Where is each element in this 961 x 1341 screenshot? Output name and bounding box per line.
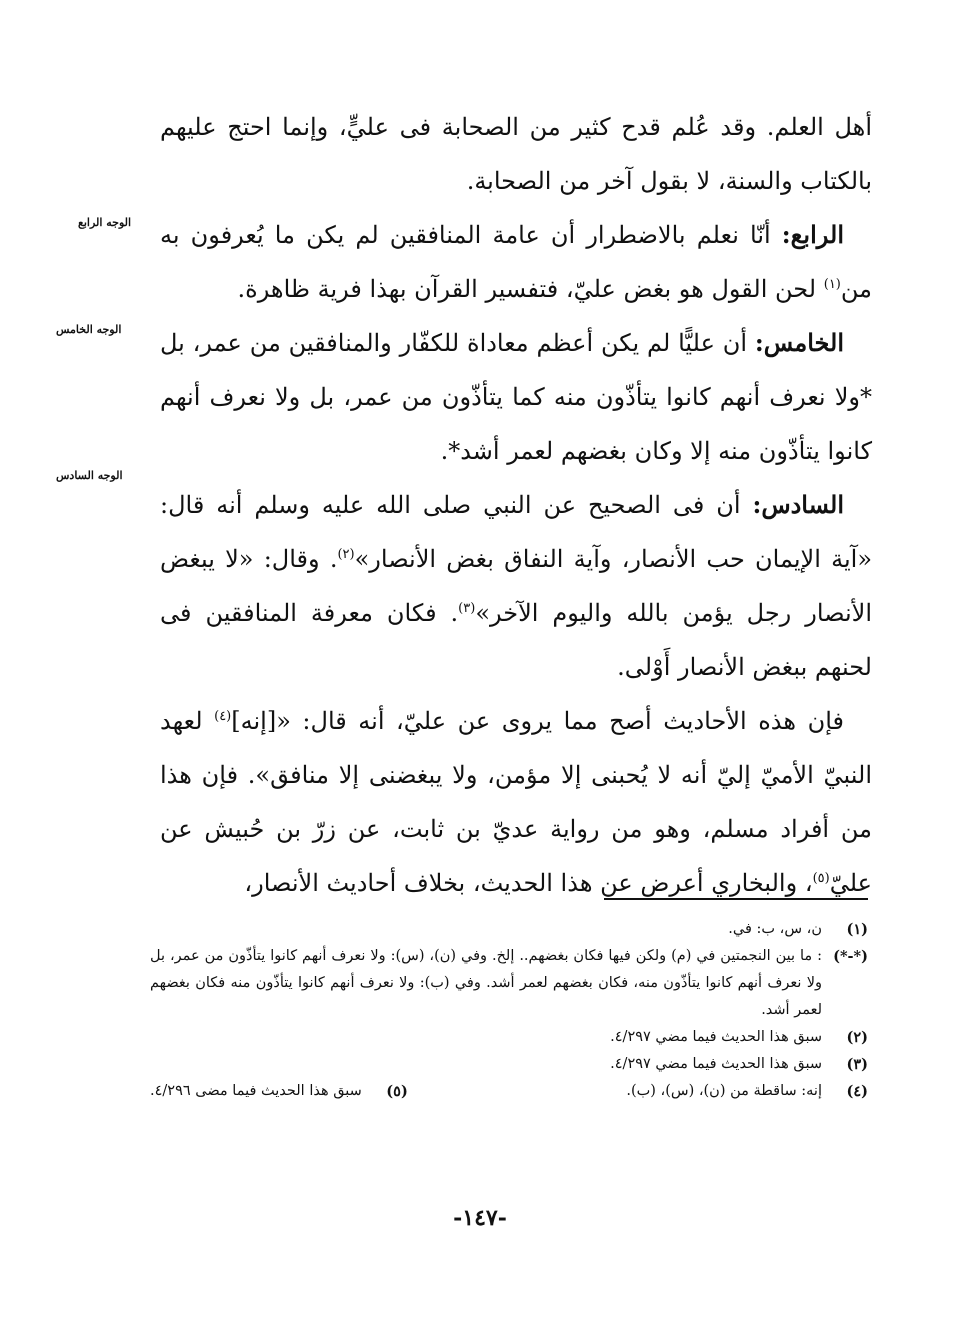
sixth-aspect-text-b: . وقال: «لا يبغض الأنصار رجل يؤمن بالله واليوم الآخر»: [160, 545, 872, 627]
footnote-3-number: (٣): [846, 1056, 868, 1073]
fifth-aspect-text-a: أن عليًّا لم يكن أعظم معاداة للكفّار والمنافقين من عمر، بل: [160, 329, 755, 357]
paragraph-fourth-aspect: [160, 208, 872, 316]
footnote-star-number: (*-*): [833, 948, 868, 965]
footnote-separator: [604, 898, 868, 900]
paragraph-5-text-a: فإن هذه الأحاديث أصح مما يروى عن عليّ، أنه قال: «[إنه]: [231, 707, 844, 735]
footnote-4-text: إنه: ساقطة من (ن)، (س)، (ب).: [626, 1083, 822, 1099]
fifth-aspect-lead: الخامس:: [754, 328, 844, 357]
footnote-3: [150, 1051, 868, 1078]
margin-note-fifth-aspect: الوجه الخامس: [56, 323, 122, 336]
margin-note-fourth-aspect: الوجه الرابع: [78, 216, 132, 229]
sixth-aspect-text-a: أن فى الصحيح عن النبي صلى الله عليه وسلم أنه قال: «آية الإيمان حب الأنصار، وآية النفاق بغض الأنصار»: [160, 491, 872, 573]
fourth-aspect-text-b: لحن القول هو بغض عليّ، فتفسير القرآن بهذا فرية ظاهرة.: [237, 275, 824, 303]
footnote-1-text: ن، س، ب: في.: [728, 921, 822, 937]
footnote-3-text: سبق هذا الحديث فيما مضي ٤/٢٩٧.: [610, 1056, 822, 1072]
footnote-2-number: (٢): [846, 1029, 868, 1046]
sixth-aspect-lead: السادس:: [752, 490, 844, 519]
main-text: [160, 100, 872, 910]
footnotes: [150, 916, 868, 1105]
paragraph-5-text-b: لعهد النبيّ الأميّ إليّ أنه لا يُحبنى إلا مؤمن، ولا يبغضنى إلا منافق». فإن هذا من أفراد مسلم، وهو من رواية عديّ بن ثابت، عن زرّ بن حُبيش عن عليّ: [160, 707, 872, 897]
footnote-4-number: (٤): [846, 1083, 868, 1100]
footnote-5-text: سبق هذا الحديث فيما مضى ٤/٢٩٦.: [150, 1083, 362, 1099]
footnote-5-number: (٥): [386, 1083, 408, 1100]
fourth-aspect-text-a: أنّا نعلم بالاضطرار أن عامة المنافقين لم يكن ما يُعرفون به من: [160, 221, 872, 303]
footnote-ref-2: (٢): [337, 547, 355, 562]
paragraph-5: [160, 694, 872, 910]
paragraph-fifth-aspect: [160, 316, 872, 478]
footnote-star-text: : ما بين النجمتين في (م) ولكن فيها فكان بغضهم.. إلخ. وفي (ن)، (س): ولا نعرف أنهم كانوا يتأذّون من عمر، بل ولا نعرف أنهم كانوا يتأذّون منه، فكان بغضهم لعمر أشد. وفي (ب): ولا نعرف أنهم كانوا يتأذّون منه فكان بغضهم لعمر أشد.: [150, 948, 822, 1018]
footnotes-4-5-row: [150, 1078, 868, 1105]
paragraph-sixth-aspect: [160, 478, 872, 694]
margin-note-sixth-aspect: الوجه السادس: [56, 469, 123, 482]
footnote-ref-1: (١): [823, 277, 841, 292]
footnote-1-number: (١): [846, 921, 868, 938]
footnote-2-text: سبق هذا الحديث فيما مضي ٤/٢٩٧.: [610, 1029, 822, 1045]
paragraph-5-text-c: ، والبخاري أعرض عن هذا الحديث، بخلاف أحاديث الأنصار،: [244, 869, 813, 897]
footnote-1: [150, 916, 868, 943]
footnote-2: [150, 1024, 868, 1051]
footnote-star: [150, 943, 868, 1024]
footnote-5: [150, 1078, 408, 1105]
footnote-ref-4: (٤): [214, 709, 232, 724]
footnote-ref-5: (٥): [812, 871, 830, 886]
footnote-4: [626, 1078, 868, 1105]
page-number: -١٤٧-: [453, 1205, 507, 1231]
paragraph-1: [160, 100, 872, 208]
fourth-aspect-lead: الرابع:: [781, 220, 844, 249]
sixth-aspect-text-c: . فكان معرفة المنافقين فى لحنهم ببغض الأنصار أَوْلى.: [160, 599, 872, 681]
footnote-ref-3: (٣): [458, 601, 476, 616]
paragraph-1-text: أهل العلم. وقد عُلم قدح كثير من الصحابة فى عليٍّ، وإنما احتج عليهم بالكتاب والسنة، لا بقول آخر من الصحابة.: [160, 113, 872, 195]
fifth-aspect-text-b: *ولا نعرف أنهم كانوا يتأذّون منه كما يتأذّون من عمر، بل ولا نعرف أنهم كانوا يتأذّون منه إلا وكان بغضهم لعمر أشد*.: [160, 383, 872, 465]
